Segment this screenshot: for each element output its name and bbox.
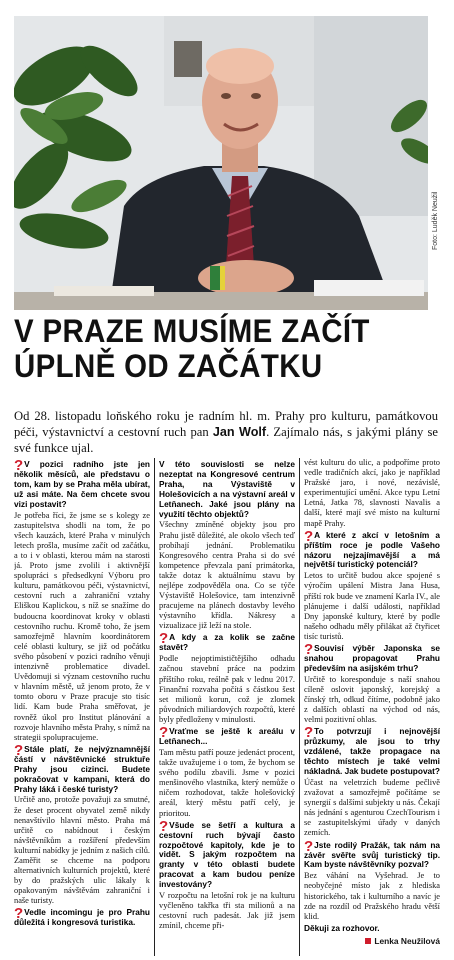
answer: Určitě to koresponduje s naší snahou cíleně oslovit japonský, korejský a čínský trh, odkud čítíme, podobně jako z dalších oblastí na východ od nás, velmi pozitivní ohlas. — [304, 674, 440, 725]
square-bullet-icon — [365, 938, 371, 944]
question: ?Stále platí, že nejvýznamnější částí v návštěvnické struktuře Prahy jsou cizinci. Budete pokračovat v kampani, která do Prahy láká i české turisty? — [14, 741, 150, 794]
lead-name: Jan Wolf — [212, 425, 267, 439]
photo-credit: Foto: Luděk Neužil — [432, 191, 439, 250]
question-mark-icon: ? — [14, 741, 24, 759]
question: ?Všude se šetří a kultura a cestovní ruch bývají často rozpočtové kapitoly, kde je to vidět. S jakým rozpočtem na granty v této oblasti budete pracovat a kam budou peníze investovány? — [159, 817, 295, 890]
question-mark-icon: ? — [304, 837, 314, 855]
answer: Letos to určitě budou akce spojené s výročím upálení Mistra Jana Husa, příští rok bude ve znamení Karla IV., ale plánujeme i další události, například Dny japonské kultury, které by podle našeho odhadu měly přilákat až čtyřicet tisíc turistů. — [304, 571, 440, 641]
lead-text-after: . Zajímalo nás, s jakými plány se své funkce ujal. — [14, 425, 438, 455]
question: ?Jste rodilý Pražák, tak nám na závěr svěřte svůj turistický tip. Kam byste návštěvníky pozval? — [304, 837, 440, 870]
question-mark-icon: ? — [14, 458, 24, 474]
column-divider — [154, 458, 155, 956]
question: ?Vraťme se ještě k areálu v Letňanech... — [159, 724, 295, 747]
article-columns — [14, 458, 442, 958]
column-divider — [299, 458, 300, 956]
question-mark-icon: ? — [14, 905, 24, 923]
portrait-photo — [14, 16, 428, 310]
question: ?Vedle incomingu je pro Prahu důležitá i kongresová turistika. — [14, 905, 150, 928]
question-mark-icon: ? — [304, 724, 314, 742]
answer: vést kulturu do ulic, a podpoříme proto vedle tradičních akcí, jako je například Pražské jaro, i nové, nezávislé, experimentující umění. Akce typu Letní Letná, Jatka 78, slavnosti Navalis a další, které mají své místo na kulturní mapě Prahy. — [304, 458, 440, 528]
title-line-2: ÚPLNĚ OD ZAČÁTKU — [14, 348, 323, 384]
question: ?V pozici radního jste jen několik měsíců, ale představu o tom, kam by se Praha měla ubírat, už asi máte. Na čem chcete svou vizi postavit? — [14, 458, 150, 509]
lead-text-before: Od 28. listopadu loňského roku je radním hl. m. Prahy pro kulturu, památkovou péči, výstavnictví a cestovní ruch pan — [14, 409, 438, 439]
author-signature: Lenka Neužilová — [304, 936, 440, 946]
answer: Určitě ano, protože považuji za smutné, že deset procent obyvatel země nikdy nenavštívilo hlavní město. Praha má určitě co nabídnout i českým návštěvníkům a rozšíření především kulturní nabídky je jedním z našich cílů. Zaměřit se chceme na podporu alternativních kulturních projektů, které by do pražských ulic lákaly k opakovaným návštěvám zahraniční i naše turisty. — [14, 795, 150, 906]
question: V této souvislosti se nelze nezeptat na Kongresové centrum Praha, na Výstaviště v Holešovicích a na výstavní areál v Letňanech. Jaké jsou plány na využití těchto objektů? — [159, 459, 295, 519]
portrait-illustration — [14, 16, 428, 310]
answer: Všechny zmíněné objekty jsou pro Prahu jistě důležité, ale okolo všech teď probíhají jednání. Problematiku Kongresového centra Praha si do své kompetence převzala paní primátorka, takže dotaz k aktuálnímu stavu by nejlépe zodpověděla ona. Co se týče Výstaviště Holešovice, tam intenzivně pracujeme na plánech dostavby levého výstavního křídla. Nákresy a vizualizace již leží na stole. — [159, 520, 295, 631]
column-1 — [14, 458, 150, 958]
question-mark-icon: ? — [159, 630, 169, 648]
column-2 — [159, 458, 295, 958]
question: ?To potvrzují i nejnovější průzkumy, ale jsou to trhy vzdálené, takže propagace na těchto místech je také velmi nákladná. Jak budete postupovat? — [304, 724, 440, 777]
lead-paragraph — [14, 408, 438, 456]
question-mark-icon: ? — [159, 724, 169, 742]
answer: Tam městu patří pouze jedenáct procent, takže uvažujeme i o tom, že bychom se svého podílu zbavili. Jsme v pozici menšinového vlastníka, který nemůže o ničem rozhodovat, takže holešovický areál, který městu patří celý, je prioritou. — [159, 747, 295, 818]
answer: Účast na veletrzích budeme pečlivě zvažovat a samozřejmě počítáme se synergií s dalšími subjekty u nás. Čekají nás jednání s agenturou CzechTourism i se zastupitelskými úřady v daných zemích. — [304, 777, 440, 838]
answer: V rozpočtu na letošní rok je na kulturu vyčleněno takřka tři sta milionů a na cestovní ruch padesát. Jak již jsem zmínil, chceme při- — [159, 891, 295, 931]
column-3 — [304, 458, 440, 958]
question: ?A kdy a za kolik se začne stavět? — [159, 630, 295, 653]
answer: Podle nejoptimističtějšího odhadu začnou stavební práce na podzim příštího roku, reálně pak v lednu 2017. Finanční rozvaha počítá s částkou šest set milionů korun, což je zlomek původních miliardových rozpočtů, které byly předloženy v minulosti. — [159, 654, 295, 724]
question: ?A které z akcí v letošním a příštím roce je podle Vašeho názoru nejzajímavější a má největší turistický potenciál? — [304, 527, 440, 570]
answer: Je potřeba říci, že jsme se s kolegy ze zastupitelstva shodli na tom, že po všech kauzách, které Praha v minulých letech prošla, musíme začít od začátku, a to i v oblasti, kterou mám na starosti já. Proto jsme zvolili i aktivnější spolupráci s předsedkyní Výboru pro kulturu, památkovou péči, výstavnictví, cestovní ruch a zahraniční vztahy Eliškou Kaplickou, s níž se snažíme do budoucna koordinovat kroky v oblasti cestovního ruchu. Kromě toho, že jsem samozřejmě hlavním koordinátorem celé oblasti kultury, se již od počátku svého působení v pozici radního věnuji intenzivně problematice divadel. Uvědomuji si význam cestovního ruchu v hlavním městě, už jenom proto, že v tomto oboru v Praze pracuje sto tisíc lidí. Kam bude Praha směřovat, je rovněž úkol pro Institut plánování a rozvoje hlavního města Prahy, s nímž na strategii spolupracujeme. — [14, 510, 150, 742]
question-mark-icon: ? — [304, 527, 314, 545]
closing-line: Děkuji za rozhovor. — [304, 922, 380, 933]
question: ?Souvisí výběr Japonska se snahou propagovat Prahu především na asijském trhu? — [304, 641, 440, 673]
title-line-1: V PRAZE MUSÍME ZAČÍT — [14, 313, 370, 349]
question-mark-icon: ? — [159, 817, 169, 835]
page-title — [14, 314, 410, 384]
answer: Bez váhání na Vyšehrad. Je to neobyčejné místo jak z hlediska historického, tak i kulturního a navíc je zde na rozdíl od Pražského hradu větší klid. — [304, 871, 440, 921]
question-mark-icon: ? — [304, 641, 314, 659]
